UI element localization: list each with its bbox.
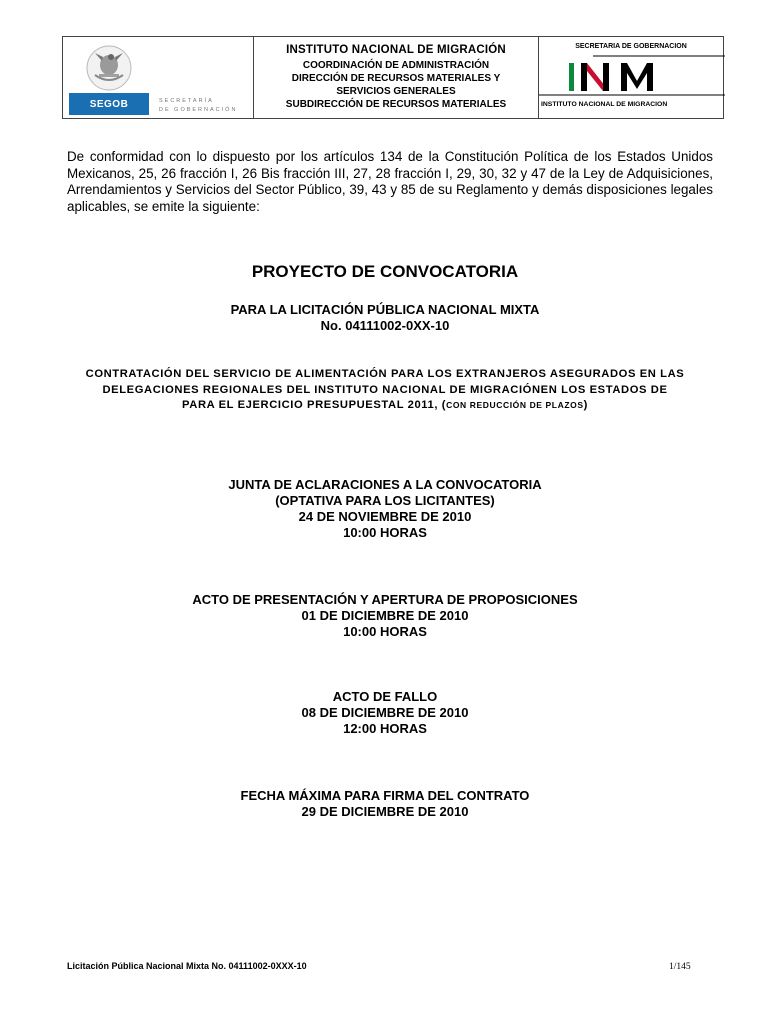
document-title: PROYECTO DE CONVOCATORIA: [251, 262, 519, 281]
event-time: 10:00 HORAS: [343, 525, 427, 540]
inm-logo-cell: [539, 37, 723, 118]
event-date: 29 DE DICIEMBRE DE 2010: [301, 804, 469, 819]
contract-line-2: DELEGACIONES REGIONALES DEL INSTITUTO NACIONAL DE MIGRACIÓNEN LOS ESTADOS DE: [102, 383, 668, 396]
footer-reference: Licitación Pública Nacional Mixta No. 04111002-0XXX-10: [67, 961, 307, 971]
contract-line-1: CONTRATACIÓN DEL SERVICIO DE ALIMENTACIÓN PARA LOS EXTRANJEROS ASEGURADOS EN LAS: [85, 368, 685, 380]
secretaria-gobernacion-label: SECRETARIA DE GOBERNACION: [575, 43, 687, 50]
event-date: 01 DE DICIEMBRE DE 2010: [301, 608, 469, 623]
tender-type: PARA LA LICITACIÓN PÚBLICA NACIONAL MIXTA: [230, 302, 540, 317]
intro-paragraph: De conformidad con lo dispuesto por los artículos 134 de la Constitución Política de los Estados Unidos Mexicanos, 25, 26 fracción I, 26 Bis fracción III, 27, 28 fracción I, 29, 30, 32 y 47 de la Ley de Adquisiciones, Arrendamientos y Servicios del Sector Público, 39, 43 y 85 de su Reglamento y demás disposiciones legales aplicables, se emite la siguiente:: [67, 149, 713, 214]
mexican-seal-icon: [69, 41, 149, 93]
tender-number: No. 04111002-0XX-10: [320, 318, 450, 333]
inm-logo-icon: [539, 55, 725, 99]
direction-line: DIRECCIÓN DE RECURSOS MATERIALES Y: [291, 73, 501, 84]
event-ruling: [0, 689, 770, 737]
reduced-terms-note: CON REDUCCIÓN DE PLAZOS: [446, 400, 584, 410]
event-title: JUNTA DE ACLARACIONES A LA CONVOCATORIA: [228, 477, 542, 492]
tender-subtitle: [0, 302, 770, 334]
event-proposals-opening: [0, 592, 770, 640]
event-contract-signing: [0, 788, 770, 820]
inm-label: INSTITUTO NACIONAL DE MIGRACION: [541, 101, 668, 108]
contract-line-3: [0, 398, 770, 414]
event-title: FECHA MÁXIMA PARA FIRMA DEL CONTRATO: [240, 788, 530, 803]
services-line: SERVICIOS GENERALES: [336, 86, 456, 97]
contract-description: [0, 367, 770, 414]
event-title: ACTO DE PRESENTACIÓN Y APERTURA DE PROPOSICIONES: [192, 592, 578, 607]
segob-label: SEGOB: [69, 93, 149, 115]
institution-lines: [254, 37, 539, 118]
secretaria-side-text: SECRETARÍA DE GOBERNACIÓN: [159, 98, 238, 113]
event-note: (OPTATIVA PARA LOS LICITANTES): [275, 493, 495, 508]
event-date: 08 DE DICIEMBRE DE 2010: [301, 705, 469, 720]
event-title: ACTO DE FALLO: [332, 689, 438, 704]
page-number: 1/145: [669, 962, 691, 972]
subdirection-line: SUBDIRECCIÓN DE RECURSOS MATERIALES: [285, 99, 507, 110]
event-date: 24 DE NOVIEMBRE DE 2010: [298, 509, 472, 524]
event-time: 10:00 HORAS: [343, 624, 427, 639]
contract-line-3-start: PARA EL EJERCICIO PRESUPUESTAL 2011, (: [182, 399, 447, 411]
segob-logo-cell: [63, 37, 254, 118]
document-header: [62, 36, 724, 119]
coordination-line: COORDINACIÓN DE ADMINISTRACIÓN: [302, 60, 490, 71]
event-clarification-meeting: [0, 477, 770, 541]
event-time: 12:00 HORAS: [343, 721, 427, 736]
contract-line-3-end: ): [583, 399, 588, 411]
institution-name: INSTITUTO NACIONAL DE MIGRACIÓN: [286, 44, 506, 56]
